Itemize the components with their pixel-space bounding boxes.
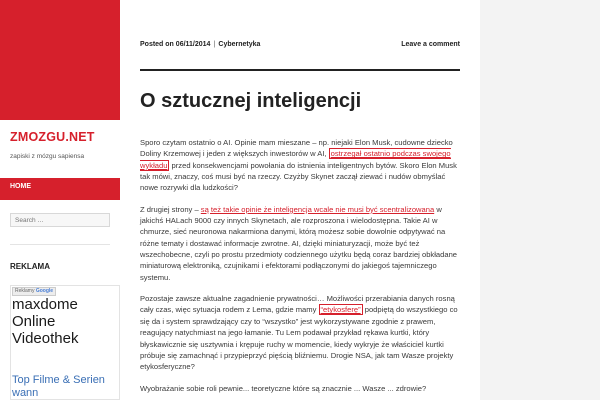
paragraph-text: Wyobrażanie sobie roli pewnie... teoretyczne które są znacznie ... Wasze ... zdrowie? (140, 383, 427, 393)
link-etykosfera[interactable]: “etykosferę” (320, 305, 361, 315)
site-title[interactable]: ZMOZGU.NET (10, 130, 95, 144)
ad-badge-brand: Google (35, 288, 54, 294)
ad-badge[interactable] (12, 287, 56, 296)
main-menu (0, 178, 120, 200)
post-title: O sztucznej inteligencji (140, 90, 362, 112)
ad-badge-label: Reklamy (15, 288, 35, 294)
paragraph-text: w jakichś HALach 9000 czy innych Skynetach, ale rozproszona i wielodostępna. Takie AI w chmurze, sieć neuronowa nakarmiona danymi, którą możesz sobie dowolnie odpytywać na różne tematy i dostawać informacje zwrotne. AI, dzięki miniaturyzacji, może być też wszechobecne, czyli po prostu przedmioty codziennego użytku będą coraz bardziej obkładane miniaturową elektroniką, czujnikami i efektorami podłączonymi do jakiegoś tajemniczego systemu. (140, 204, 458, 282)
search-input[interactable] (10, 213, 110, 227)
link-decentralized-ai[interactable]: są też takie opinie że inteligencja wcale nie musi być scentralizowana (200, 204, 435, 214)
site-description: zapiski z mózgu sapiensa (10, 153, 85, 160)
paragraph-text: przed konsekwencjami powołania do istnienia inteligentnych bytów. Skoro Elon Musk tak mówi, znaczy, coś musi być na rzeczy. Czyżby Skynet zaczął ziewać i nudów obmyślać nowe rozrywki dla ludzkości? (140, 160, 457, 193)
post-date[interactable]: 06/11/2014 (175, 41, 211, 48)
sidebar (0, 0, 120, 400)
header-band (0, 0, 120, 120)
paragraph-1 (140, 137, 460, 194)
paragraph-text: Sporo czytam ostatnio o AI. Opinie mam mieszane – np. niejaki Elon Musk, cudowne dziecko Doliny Krzemowej i jeden z większych inwestorów w AI, (140, 138, 453, 159)
ad-description[interactable]: Top Filme & Serien wann (12, 374, 105, 399)
link-lecture[interactable]: ostrzegał ostatnio podczas swojego wykładu (140, 149, 451, 170)
paragraph-3 (140, 293, 460, 372)
post-article (120, 0, 480, 400)
widget-title-ads: REKLAMA (10, 262, 50, 271)
leave-comment-link[interactable]: Leave a comment (401, 41, 460, 48)
menu-item-home[interactable]: HOME (10, 183, 31, 190)
post-category[interactable]: Cybernetyka (218, 41, 261, 48)
paragraph-2 (140, 204, 460, 283)
paragraph-text: podpiętą do wszystkiego co się da i system sprawdzający czy to “wszystko” jest wykorzystywane zgodnie z prawem, reagujący natychmiast na jego łamanie. Tu Lem podawał przykład rękawa kurtki, który błyskawicznie się usztywnia i krępuje ruchy w momencie, kiedy wykryje że właściciel kurtki próbuje się zamachnąć i przypieprzyć pięścią bliźniemu. Drogie NSA, jak tam Wasze projekty etykosferyczne? (140, 305, 458, 372)
paragraph-text: Pozostaje zawsze aktualne zagadnienie prywatności… Możliwości przerabiania danych rosną cały czas, więc sytuacja rodem z Lema, gdzie mamy (140, 294, 455, 315)
posted-on-label: Posted on (140, 41, 174, 48)
post-meta (140, 41, 460, 48)
ad-headline[interactable]: maxdome Online Videothek (12, 296, 79, 347)
paragraph-text: Z drugiej strony – (140, 204, 201, 214)
title-rule (140, 69, 460, 71)
sidebar-divider (10, 244, 110, 245)
meta-separator: | (213, 41, 216, 48)
paragraph-4 (140, 383, 460, 394)
ad-box[interactable] (10, 285, 120, 400)
post-content (140, 137, 460, 400)
